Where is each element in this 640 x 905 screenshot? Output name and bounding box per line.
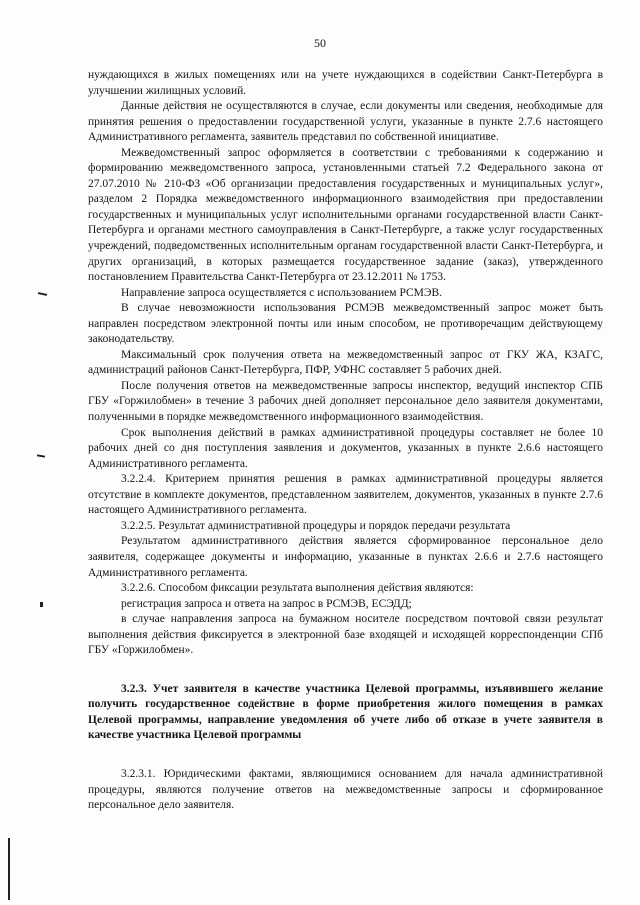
paragraph: Максимальный срок получения ответа на межведомственный запрос от ГКУ ЖА, КЗАГС, администраций районов Санкт-Петербурга, ПФР, УФНС составляет 5 рабочих дней.	[88, 348, 603, 377]
paragraph: 3.2.3.1. Юридическими фактами, являющимися основанием для начала административной процедуры, являются получение ответов на межведомственные запросы и сформированное персональное дело заявителя.	[88, 767, 603, 812]
paragraph: Данные действия не осуществляются в случае, если документы или сведения, необходимые для принятия решения о предоставлении государственной услуги, указанные в пункте 2.7.6 настоящего Административного регламента, заявитель представил по собственной инициативе.	[88, 100, 603, 144]
paragraph: После получения ответов на межведомственные запросы инспектор, ведущий инспектор СПБ ГБУ «Горжилобмен» в течение 3 рабочих дней дополняет персональное дело заявителя документами, полученными в порядке межведомственного информационного взаимодействия.	[88, 379, 603, 424]
scan-edge-mark	[8, 838, 10, 900]
page-number: 50	[314, 36, 326, 50]
paragraph: 3.2.2.6. Способом фиксации результата выполнения действия являются:	[121, 582, 474, 595]
paragraph: нуждающихся в жилых помещениях или на учете нуждающихся в содействии Санкт-Петербурга в улучшении жилищных условий.	[88, 69, 603, 97]
paragraph: 3.2.2.5. Результат административной процедуры и порядок передачи результата	[121, 519, 511, 532]
paragraph: в случае направления запроса на бумажном носителе посредством почтовой связи результат выполнения действия фиксируется в электронной базе входящей и исходящей корреспонденции СПб ГБУ «Горжилобмен».	[88, 613, 603, 657]
margin-mark	[38, 292, 47, 296]
paragraph: Срок выполнения действий в рамках административной процедуры составляет не более 10 рабочих дней со дня поступления заявления и документов, указанных в пункте 2.6.6 настоящего Административного регламента.	[88, 426, 603, 470]
document-body	[88, 68, 603, 814]
margin-mark	[40, 602, 43, 607]
section-heading: 3.2.3. Учет заявителя в качестве участника Целевой программы, изъявившего желание получить государственное содействие в форме приобретения жилого помещения в рамках Целевой программы, направление уведомления об учете либо об отказе в учете заявителя в качестве участника Целевой программы	[88, 682, 603, 742]
paragraph: Направление запроса осуществляется с использованием РСМЭВ.	[121, 286, 443, 299]
paragraph: 3.2.2.4. Критерием принятия решения в рамках административной процедуры является отсутствие в комплекте документов, представленном заявителем, документов, указанных в пункте 2.7.6 настоящего Административного регламента.	[88, 473, 603, 517]
margin-mark	[37, 454, 45, 457]
paragraph: Межведомственный запрос оформляется в соответствии с требованиями к содержанию и формированию межведомственного запроса, установленными статьей 7.2 Федерального закона от 27.07.2010 № 210-ФЗ «Об организации предоставления государственных и муниципальных услуг», разделом 2 Порядка межведомственного информационного взаимодействия при предоставлении государственных и муниципальных услуг исполнительными органами государственной власти Санкт-Петербурга и органами местного самоуправления в Санкт-Петербурге, а также услуг государственных учреждений, подведомственных исполнительным органам государственной власти Санкт-Петербурга, и других организаций, в которых размещается государственное задание (заказ), утвержденного постановлением Правительства Санкт-Петербурга от 23.12.2011 № 1753.	[88, 146, 603, 284]
paragraph: регистрация запроса и ответа на запрос в РСМЭВ, ЕСЭДД;	[121, 597, 412, 610]
paragraph: Результатом административного действия является сформированное персональное дело заявителя, содержащее документы и информацию, указанные в пунктах 2.6.6 и 2.7.6 настоящего Административного регламента.	[88, 535, 603, 579]
paragraph: В случае невозможности использования РСМЭВ межведомственный запрос может быть направлен посредством электронной почты или иным способом, не противоречащим действующему законодательству.	[88, 302, 603, 346]
